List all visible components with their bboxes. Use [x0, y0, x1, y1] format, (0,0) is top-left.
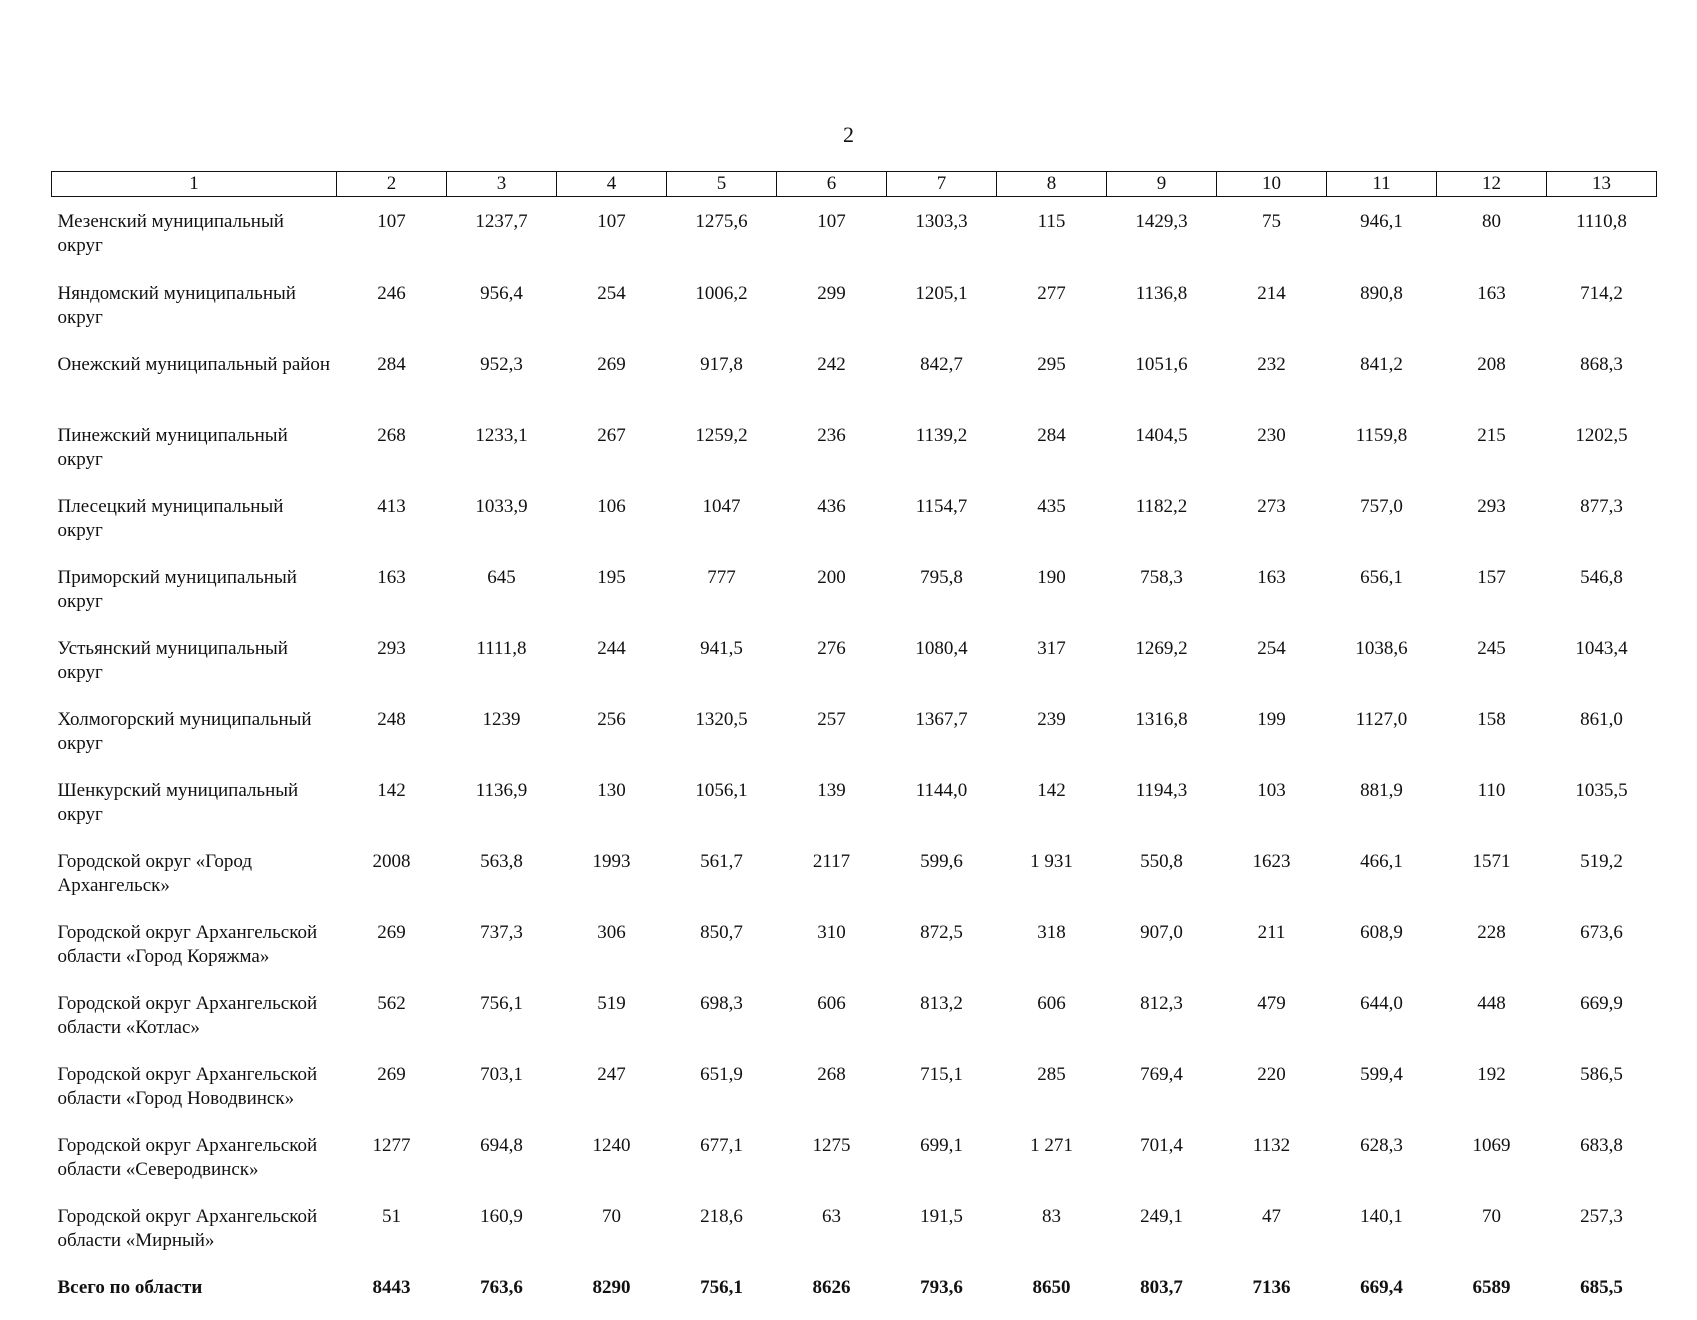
cell-col-3: 703,1 [447, 1051, 557, 1122]
cell-col-5: 651,9 [667, 1051, 777, 1122]
cell-col-7: 1139,2 [887, 412, 997, 483]
cell-col-13: 1043,4 [1547, 625, 1657, 696]
cell-col-8: 1 271 [997, 1122, 1107, 1193]
cell-col-13: 546,8 [1547, 554, 1657, 625]
cell-col-9: 803,7 [1107, 1264, 1217, 1320]
row-name: Холмогорский муниципальный округ [52, 696, 337, 767]
cell-col-8: 317 [997, 625, 1107, 696]
cell-col-2: 269 [337, 1051, 447, 1122]
cell-col-7: 872,5 [887, 909, 997, 980]
cell-col-5: 698,3 [667, 980, 777, 1051]
cell-col-11: 1159,8 [1327, 412, 1437, 483]
cell-col-11: 140,1 [1327, 1193, 1437, 1264]
cell-col-13: 683,8 [1547, 1122, 1657, 1193]
cell-col-3: 1233,1 [447, 412, 557, 483]
cell-col-9: 550,8 [1107, 838, 1217, 909]
table-row [52, 554, 1657, 625]
cell-col-9: 769,4 [1107, 1051, 1217, 1122]
cell-col-9: 1182,2 [1107, 483, 1217, 554]
cell-col-2: 293 [337, 625, 447, 696]
cell-col-12: 157 [1437, 554, 1547, 625]
row-name: Плесецкий муниципальный округ [52, 483, 337, 554]
cell-col-8: 318 [997, 909, 1107, 980]
cell-col-4: 130 [557, 767, 667, 838]
cell-col-13: 1110,8 [1547, 197, 1657, 271]
cell-col-6: 200 [777, 554, 887, 625]
cell-col-8: 277 [997, 270, 1107, 341]
cell-col-12: 293 [1437, 483, 1547, 554]
cell-col-13: 586,5 [1547, 1051, 1657, 1122]
cell-col-6: 299 [777, 270, 887, 341]
cell-col-3: 160,9 [447, 1193, 557, 1264]
cell-col-12: 163 [1437, 270, 1547, 341]
cell-col-7: 699,1 [887, 1122, 997, 1193]
cell-col-8: 239 [997, 696, 1107, 767]
column-header-6: 6 [777, 172, 887, 197]
cell-col-7: 842,7 [887, 341, 997, 412]
cell-col-3: 952,3 [447, 341, 557, 412]
table-row [52, 412, 1657, 483]
cell-col-11: 669,4 [1327, 1264, 1437, 1320]
cell-col-10: 211 [1217, 909, 1327, 980]
cell-col-8: 295 [997, 341, 1107, 412]
cell-col-11: 599,4 [1327, 1051, 1437, 1122]
cell-col-9: 1429,3 [1107, 197, 1217, 271]
cell-col-3: 1136,9 [447, 767, 557, 838]
column-header-10: 10 [1217, 172, 1327, 197]
cell-col-2: 163 [337, 554, 447, 625]
column-header-7: 7 [887, 172, 997, 197]
cell-col-12: 70 [1437, 1193, 1547, 1264]
cell-col-11: 946,1 [1327, 197, 1437, 271]
total-row [52, 1264, 1657, 1320]
cell-col-5: 917,8 [667, 341, 777, 412]
cell-col-3: 756,1 [447, 980, 557, 1051]
cell-col-5: 1275,6 [667, 197, 777, 271]
table-row [52, 838, 1657, 909]
cell-col-13: 861,0 [1547, 696, 1657, 767]
table-row [52, 980, 1657, 1051]
cell-col-3: 763,6 [447, 1264, 557, 1320]
cell-col-8: 190 [997, 554, 1107, 625]
column-header-13: 13 [1547, 172, 1657, 197]
data-table [51, 171, 1657, 1320]
page-number: 2 [0, 122, 1697, 148]
cell-col-5: 1047 [667, 483, 777, 554]
cell-col-3: 694,8 [447, 1122, 557, 1193]
cell-col-12: 192 [1437, 1051, 1547, 1122]
cell-col-10: 163 [1217, 554, 1327, 625]
cell-col-11: 656,1 [1327, 554, 1437, 625]
cell-col-12: 228 [1437, 909, 1547, 980]
cell-col-13: 519,2 [1547, 838, 1657, 909]
row-name: Приморский муниципальный округ [52, 554, 337, 625]
table-row [52, 483, 1657, 554]
cell-col-8: 284 [997, 412, 1107, 483]
cell-col-12: 80 [1437, 197, 1547, 271]
cell-col-10: 254 [1217, 625, 1327, 696]
column-header-11: 11 [1327, 172, 1437, 197]
cell-col-2: 413 [337, 483, 447, 554]
cell-col-4: 195 [557, 554, 667, 625]
cell-col-11: 881,9 [1327, 767, 1437, 838]
cell-col-12: 215 [1437, 412, 1547, 483]
cell-col-13: 685,5 [1547, 1264, 1657, 1320]
cell-col-10: 47 [1217, 1193, 1327, 1264]
cell-col-11: 644,0 [1327, 980, 1437, 1051]
cell-col-10: 1623 [1217, 838, 1327, 909]
cell-col-2: 1277 [337, 1122, 447, 1193]
table-row [52, 197, 1657, 271]
cell-col-13: 257,3 [1547, 1193, 1657, 1264]
header-row [52, 172, 1657, 197]
cell-col-11: 1038,6 [1327, 625, 1437, 696]
cell-col-13: 877,3 [1547, 483, 1657, 554]
cell-col-2: 142 [337, 767, 447, 838]
cell-col-4: 247 [557, 1051, 667, 1122]
cell-col-10: 230 [1217, 412, 1327, 483]
cell-col-13: 714,2 [1547, 270, 1657, 341]
cell-col-4: 70 [557, 1193, 667, 1264]
cell-col-8: 8650 [997, 1264, 1107, 1320]
cell-col-4: 267 [557, 412, 667, 483]
cell-col-4: 8290 [557, 1264, 667, 1320]
cell-col-9: 758,3 [1107, 554, 1217, 625]
table-row [52, 270, 1657, 341]
cell-col-13: 673,6 [1547, 909, 1657, 980]
cell-col-8: 435 [997, 483, 1107, 554]
cell-col-10: 273 [1217, 483, 1327, 554]
cell-col-3: 956,4 [447, 270, 557, 341]
cell-col-11: 890,8 [1327, 270, 1437, 341]
cell-col-10: 214 [1217, 270, 1327, 341]
cell-col-12: 6589 [1437, 1264, 1547, 1320]
cell-col-2: 2008 [337, 838, 447, 909]
cell-col-9: 1194,3 [1107, 767, 1217, 838]
cell-col-7: 1154,7 [887, 483, 997, 554]
cell-col-9: 1404,5 [1107, 412, 1217, 483]
cell-col-6: 606 [777, 980, 887, 1051]
cell-col-3: 737,3 [447, 909, 557, 980]
table-body [52, 197, 1657, 1320]
cell-col-9: 907,0 [1107, 909, 1217, 980]
column-header-1: 1 [52, 172, 337, 197]
table-row [52, 341, 1657, 412]
cell-col-2: 51 [337, 1193, 447, 1264]
cell-col-4: 1240 [557, 1122, 667, 1193]
cell-col-5: 1259,2 [667, 412, 777, 483]
cell-col-3: 1111,8 [447, 625, 557, 696]
cell-col-5: 756,1 [667, 1264, 777, 1320]
cell-col-3: 563,8 [447, 838, 557, 909]
cell-col-7: 599,6 [887, 838, 997, 909]
cell-col-12: 1571 [1437, 838, 1547, 909]
cell-col-9: 701,4 [1107, 1122, 1217, 1193]
cell-col-8: 115 [997, 197, 1107, 271]
cell-col-11: 628,3 [1327, 1122, 1437, 1193]
cell-col-2: 268 [337, 412, 447, 483]
cell-col-8: 142 [997, 767, 1107, 838]
cell-col-6: 107 [777, 197, 887, 271]
cell-col-6: 8626 [777, 1264, 887, 1320]
cell-col-13: 1035,5 [1547, 767, 1657, 838]
column-header-3: 3 [447, 172, 557, 197]
cell-col-2: 8443 [337, 1264, 447, 1320]
cell-col-8: 1 931 [997, 838, 1107, 909]
row-name: Городской округ Архангельской области «Северодвинск» [52, 1122, 337, 1193]
table-row [52, 1193, 1657, 1264]
cell-col-5: 561,7 [667, 838, 777, 909]
table-row [52, 1122, 1657, 1193]
cell-col-7: 1303,3 [887, 197, 997, 271]
row-name: Городской округ Архангельской области «Город Коряжма» [52, 909, 337, 980]
column-header-5: 5 [667, 172, 777, 197]
cell-col-6: 436 [777, 483, 887, 554]
column-header-8: 8 [997, 172, 1107, 197]
cell-col-13: 1202,5 [1547, 412, 1657, 483]
cell-col-6: 242 [777, 341, 887, 412]
cell-col-11: 841,2 [1327, 341, 1437, 412]
cell-col-12: 110 [1437, 767, 1547, 838]
cell-col-5: 677,1 [667, 1122, 777, 1193]
cell-col-4: 269 [557, 341, 667, 412]
cell-col-7: 715,1 [887, 1051, 997, 1122]
column-header-12: 12 [1437, 172, 1547, 197]
row-name: Городской округ Архангельской области «Мирный» [52, 1193, 337, 1264]
cell-col-10: 199 [1217, 696, 1327, 767]
cell-col-10: 7136 [1217, 1264, 1327, 1320]
cell-col-12: 158 [1437, 696, 1547, 767]
cell-col-13: 669,9 [1547, 980, 1657, 1051]
cell-col-3: 1237,7 [447, 197, 557, 271]
table-row [52, 696, 1657, 767]
cell-col-9: 812,3 [1107, 980, 1217, 1051]
row-name: Пинежский муниципальный округ [52, 412, 337, 483]
cell-col-6: 236 [777, 412, 887, 483]
cell-col-7: 793,6 [887, 1264, 997, 1320]
cell-col-5: 850,7 [667, 909, 777, 980]
column-header-9: 9 [1107, 172, 1217, 197]
cell-col-12: 448 [1437, 980, 1547, 1051]
cell-col-5: 941,5 [667, 625, 777, 696]
cell-col-5: 218,6 [667, 1193, 777, 1264]
cell-col-9: 1269,2 [1107, 625, 1217, 696]
cell-col-6: 1275 [777, 1122, 887, 1193]
cell-col-6: 276 [777, 625, 887, 696]
cell-col-4: 256 [557, 696, 667, 767]
cell-col-9: 1316,8 [1107, 696, 1217, 767]
cell-col-6: 2117 [777, 838, 887, 909]
cell-col-9: 249,1 [1107, 1193, 1217, 1264]
cell-col-2: 269 [337, 909, 447, 980]
cell-col-4: 107 [557, 197, 667, 271]
cell-col-10: 232 [1217, 341, 1327, 412]
cell-col-6: 139 [777, 767, 887, 838]
row-name: Городской округ Архангельской области «Котлас» [52, 980, 337, 1051]
row-name: Мезенский муниципальный округ [52, 197, 337, 271]
cell-col-10: 103 [1217, 767, 1327, 838]
table-row [52, 909, 1657, 980]
cell-col-7: 795,8 [887, 554, 997, 625]
cell-col-12: 1069 [1437, 1122, 1547, 1193]
cell-col-4: 106 [557, 483, 667, 554]
cell-col-6: 63 [777, 1193, 887, 1264]
cell-col-11: 1127,0 [1327, 696, 1437, 767]
cell-col-9: 1051,6 [1107, 341, 1217, 412]
table-row [52, 1051, 1657, 1122]
cell-col-4: 519 [557, 980, 667, 1051]
cell-col-7: 191,5 [887, 1193, 997, 1264]
cell-col-11: 608,9 [1327, 909, 1437, 980]
cell-col-12: 245 [1437, 625, 1547, 696]
cell-col-5: 1320,5 [667, 696, 777, 767]
column-header-2: 2 [337, 172, 447, 197]
cell-col-10: 479 [1217, 980, 1327, 1051]
table-header [52, 172, 1657, 197]
cell-col-2: 562 [337, 980, 447, 1051]
cell-col-5: 777 [667, 554, 777, 625]
cell-col-4: 1993 [557, 838, 667, 909]
cell-col-8: 83 [997, 1193, 1107, 1264]
cell-col-10: 220 [1217, 1051, 1327, 1122]
cell-col-4: 254 [557, 270, 667, 341]
cell-col-3: 1239 [447, 696, 557, 767]
cell-col-9: 1136,8 [1107, 270, 1217, 341]
row-name: Городской округ «Город Архангельск» [52, 838, 337, 909]
cell-col-12: 208 [1437, 341, 1547, 412]
column-header-4: 4 [557, 172, 667, 197]
cell-col-10: 75 [1217, 197, 1327, 271]
row-name: Устьянский муниципальный округ [52, 625, 337, 696]
cell-col-2: 246 [337, 270, 447, 341]
table-row [52, 625, 1657, 696]
cell-col-11: 466,1 [1327, 838, 1437, 909]
cell-col-5: 1006,2 [667, 270, 777, 341]
cell-col-4: 244 [557, 625, 667, 696]
cell-col-3: 1033,9 [447, 483, 557, 554]
cell-col-7: 1144,0 [887, 767, 997, 838]
cell-col-7: 813,2 [887, 980, 997, 1051]
cell-col-2: 284 [337, 341, 447, 412]
row-name: Шенкурский муниципальный округ [52, 767, 337, 838]
row-name: Городской округ Архангельской области «Город Новодвинск» [52, 1051, 337, 1122]
cell-col-7: 1080,4 [887, 625, 997, 696]
cell-col-2: 107 [337, 197, 447, 271]
cell-col-13: 868,3 [1547, 341, 1657, 412]
row-name: Няндомский муниципальный округ [52, 270, 337, 341]
cell-col-3: 645 [447, 554, 557, 625]
total-label: Всего по области [52, 1264, 337, 1320]
cell-col-5: 1056,1 [667, 767, 777, 838]
cell-col-6: 310 [777, 909, 887, 980]
table-row [52, 767, 1657, 838]
cell-col-6: 268 [777, 1051, 887, 1122]
cell-col-11: 757,0 [1327, 483, 1437, 554]
cell-col-7: 1367,7 [887, 696, 997, 767]
cell-col-8: 285 [997, 1051, 1107, 1122]
cell-col-7: 1205,1 [887, 270, 997, 341]
cell-col-6: 257 [777, 696, 887, 767]
cell-col-8: 606 [997, 980, 1107, 1051]
cell-col-10: 1132 [1217, 1122, 1327, 1193]
row-name: Онежский муниципальный район [52, 341, 337, 412]
cell-col-2: 248 [337, 696, 447, 767]
cell-col-4: 306 [557, 909, 667, 980]
